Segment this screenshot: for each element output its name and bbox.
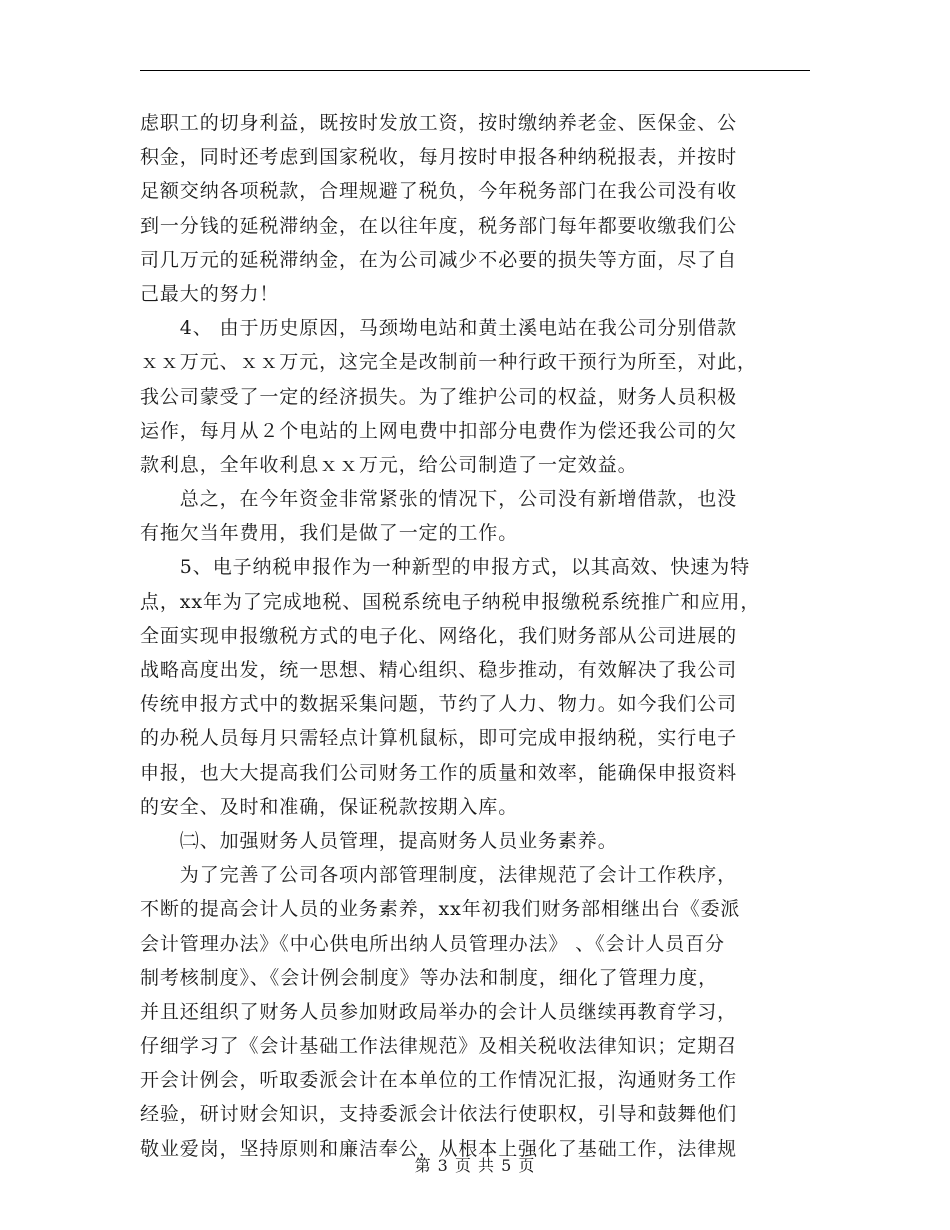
text-line: 并且还组织了财务人员参加财政局举办的会计人员继续再教育学习， [140,1000,738,1023]
text-line: 申报，也大大提高我们公司财务工作的质量和效率，能确保申报资料 [140,761,738,784]
text-line: 仔细学习了《会计基础工作法律规范》及相关税收法律知识；定期召 [140,1035,738,1058]
text-line: 会计管理办法》《中心供电所出纳人员管理办法》 、《会计人员百分 [140,932,725,955]
text-line: ｘｘ万元、ｘｘ万元，这完全是改制前一种行政干预行为所至，对此， [140,351,757,374]
text-line: 全面实现申报缴税方式的电子化、网络化，我们财务部从公司进展的 [140,624,738,647]
text-line: ㈡、加强财务人员管理，提高财务人员业务素养。 [140,829,618,852]
document-body [140,106,812,1166]
text-line: 经验，研讨财会知识，支持委派会计依法行使职权，引导和鼓舞他们 [140,1103,738,1126]
text-line: 4、 由于历史原因，马颈坳电站和黄土溪电站在我公司分别借款 [140,317,738,340]
text-line: 的安全、及时和准确，保证税款按期入库。 [140,795,519,818]
text-line: 为了完善了公司各项内部管理制度，法律规范了会计工作秩序， [140,864,738,887]
text-line: 的办税人员每月只需轻点计算机鼠标，即可完成申报纳税，实行电子 [140,727,738,750]
text-line: 己最大的努力！ [140,282,280,305]
text-line: 传统申报方式中的数据采集问题，节约了人力、物力。如今我们公司 [140,693,738,716]
text-line: 开会计例会，听取委派会计在本单位的工作情况汇报，沟通财务工作 [140,1069,738,1092]
text-line: 有拖欠当年费用，我们是做了一定的工作。 [140,522,519,545]
text-line: 敬业爱岗，坚持原则和廉洁奉公，从根本上强化了基础工作，法律规 [140,1137,738,1160]
text-line: 积金，同时还考虑到国家税收，每月按时申报各种纳税报表，并按时 [140,146,738,169]
text-line: 总之，在今年资金非常紧张的情况下，公司没有新增借款，也没 [140,488,738,511]
text-line: 战略高度出发，统一思想、精心组织、稳步推动，有效解决了我公司 [140,659,738,681]
text-line: 5、电子纳税申报作为一种新型的申报方式，以其高效、快速为特 [140,556,750,579]
header-rule [140,70,810,71]
text-line: 足额交纳各项税款，合理规避了税负，今年税务部门在我公司没有收 [140,180,738,203]
text-line: 运作，每月从２个电站的上网电费中扣部分电费作为偿还我公司的欠 [140,419,738,442]
text-line: 司几万元的延税滞纳金，在为公司减少不必要的损失等方面，尽了自 [140,248,738,271]
page-footer: 第 3 页 共 5 页 [414,1156,536,1175]
text-line: 虑职工的切身利益，既按时发放工资，按时缴纳养老金、医保金、公 [140,112,738,134]
text-line: 款利息，全年收利息ｘｘ万元，给公司制造了一定效益。 [140,453,638,476]
text-line: 不断的提高会计人员的业务素养，xx年初我们财务部相继出台《委派 [140,898,741,921]
text-line: 制考核制度》、《会计例会制度》等办法和制度，细化了管理力度， [140,966,719,989]
text-line: 我公司蒙受了一定的经济损失。为了维护公司的权益，财务人员积极 [140,385,738,408]
text-line: 到一分钱的延税滞纳金，在以往年度，税务部门每年都要收缴我们公 [140,214,738,237]
text-line: 点，xx年为了完成地税、国税系统电子纳税申报缴税系统推广和应用， [140,590,761,613]
